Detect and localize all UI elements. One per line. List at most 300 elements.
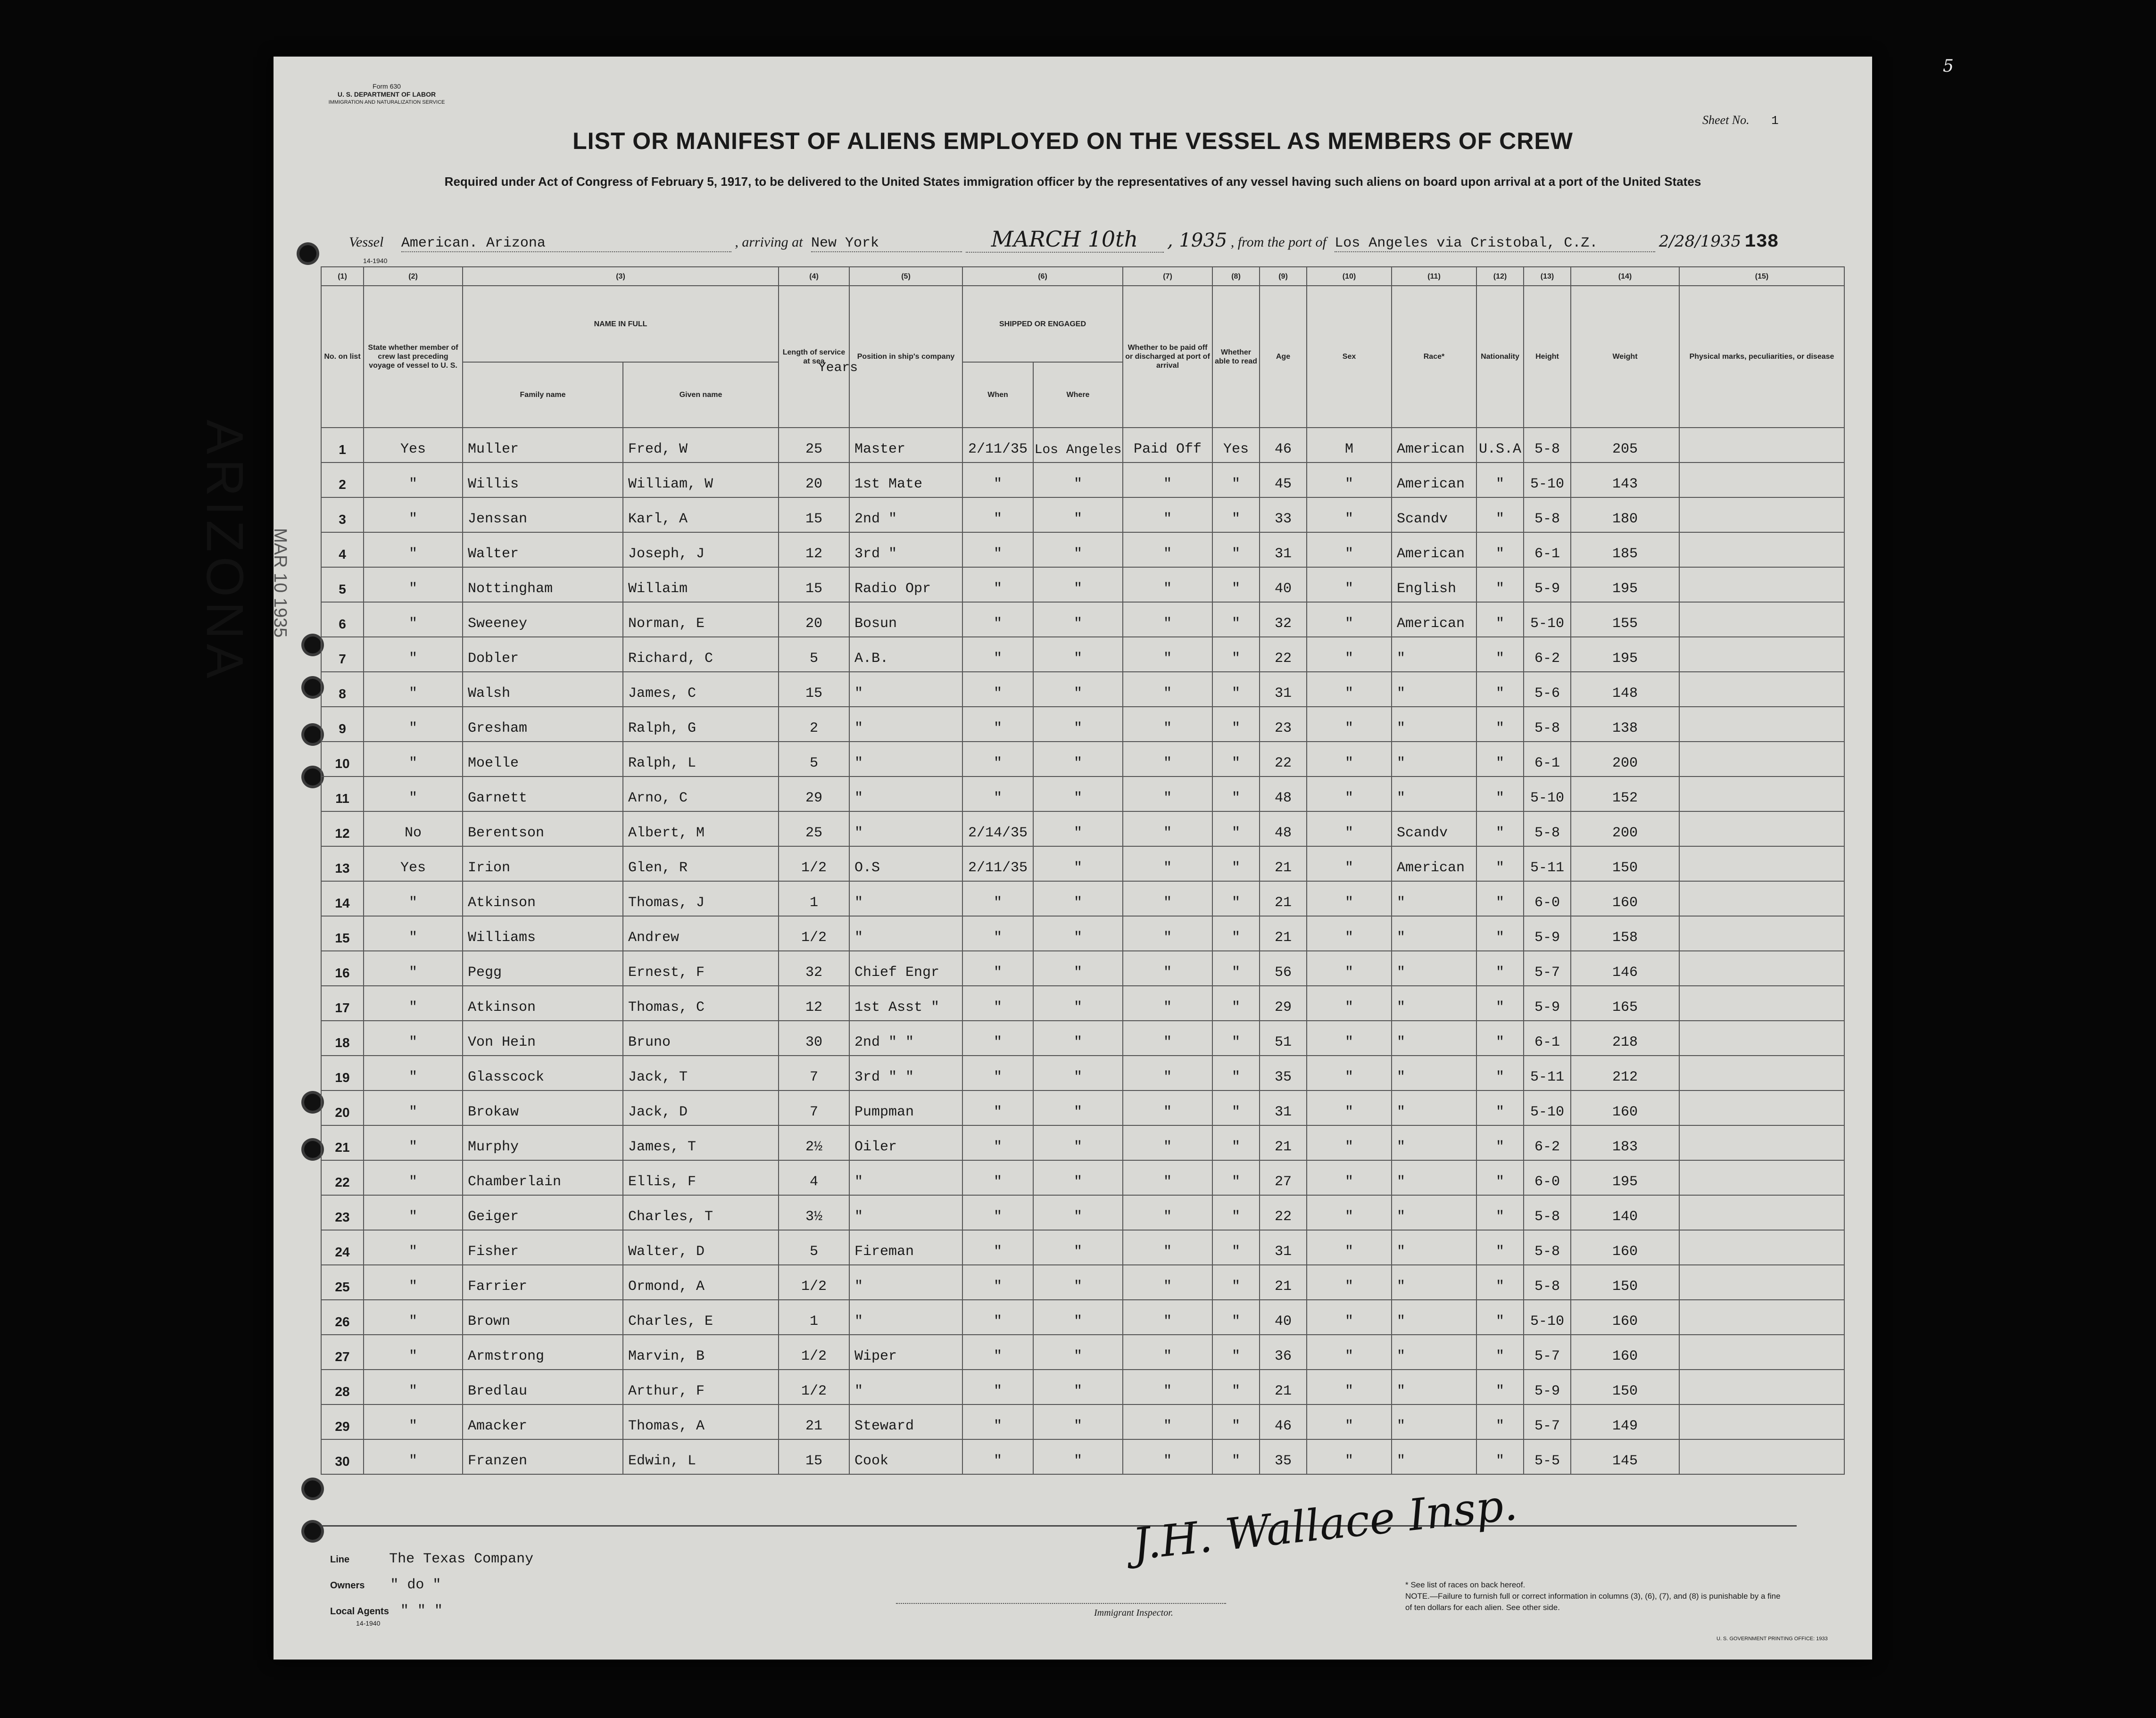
cell-when: " <box>962 1265 1033 1300</box>
cell-height: 5-7 <box>1524 951 1571 986</box>
arriving-port: New York <box>811 235 962 252</box>
cell-age: 21 <box>1260 916 1307 951</box>
cell-height: 5-10 <box>1524 1090 1571 1125</box>
form-header <box>325 83 448 107</box>
cell-nat: " <box>1476 463 1524 497</box>
cell-given: Arthur, F <box>623 1370 779 1404</box>
cell-read: " <box>1212 1335 1260 1370</box>
cell-family: Willis <box>463 463 623 497</box>
cell-sex: " <box>1307 846 1392 881</box>
cell-age: 31 <box>1260 532 1307 567</box>
table-row <box>321 1370 1844 1404</box>
cell-nat: " <box>1476 1125 1524 1160</box>
cell-physical-marks <box>1679 776 1844 811</box>
col-num-1: (1) <box>321 267 364 286</box>
cell-paid: " <box>1123 1439 1212 1474</box>
footer-agents: Local Agents " " " <box>330 1603 443 1619</box>
cell-read: " <box>1212 1195 1260 1230</box>
cell-when: " <box>962 567 1033 602</box>
cell-service: 1/2 <box>779 916 849 951</box>
punch-hole <box>304 636 321 653</box>
cell-read: " <box>1212 1265 1260 1300</box>
cell-service: 7 <box>779 1056 849 1090</box>
cell-position: Pumpman <box>849 1090 962 1125</box>
table-row <box>321 776 1844 811</box>
cell-nat: " <box>1476 1021 1524 1056</box>
cell-sex: " <box>1307 602 1392 637</box>
cell-race: " <box>1392 1370 1476 1404</box>
cell-where: " <box>1033 811 1123 846</box>
cell-service: 25 <box>779 428 849 463</box>
cell-paid: " <box>1123 637 1212 672</box>
cell-family: Von Hein <box>463 1021 623 1056</box>
cell-prev: " <box>364 463 463 497</box>
cell-family: Dobler <box>463 637 623 672</box>
cell-race: " <box>1392 1195 1476 1230</box>
cell-when: " <box>962 1370 1033 1404</box>
header-sex: Sex <box>1307 286 1392 428</box>
cell-prev: " <box>364 1335 463 1370</box>
cell-prev: " <box>364 707 463 742</box>
cell-prev: " <box>364 1230 463 1265</box>
cell-position: " <box>849 1300 962 1335</box>
cell-nat: " <box>1476 846 1524 881</box>
cell-service: 2½ <box>779 1125 849 1160</box>
cell-position: O.S <box>849 846 962 881</box>
cell-sex: " <box>1307 1056 1392 1090</box>
cell-race: " <box>1392 986 1476 1021</box>
cell-family: Nottingham <box>463 567 623 602</box>
cell-given: Jack, T <box>623 1056 779 1090</box>
owners-value: " do " <box>390 1577 441 1593</box>
signature-line <box>896 1603 1226 1604</box>
crew-table <box>321 266 1845 1475</box>
cell-prev: " <box>364 1300 463 1335</box>
cell-family: Gresham <box>463 707 623 742</box>
cell-service: 29 <box>779 776 849 811</box>
cell-family: Williams <box>463 916 623 951</box>
col-num-15: (15) <box>1679 267 1844 286</box>
cell-where: " <box>1033 776 1123 811</box>
cell-prev: " <box>364 1021 463 1056</box>
cell-when: " <box>962 1160 1033 1195</box>
cell-family: Jenssan <box>463 497 623 532</box>
service-unit: Years <box>818 361 858 375</box>
cell-read: " <box>1212 1021 1260 1056</box>
cell-weight: 160 <box>1571 1230 1679 1265</box>
cell-height: 6-0 <box>1524 1160 1571 1195</box>
cell-when: " <box>962 951 1033 986</box>
cell-height: 5-9 <box>1524 916 1571 951</box>
cell-nat: " <box>1476 637 1524 672</box>
cell-where: " <box>1033 707 1123 742</box>
cell-paid: " <box>1123 532 1212 567</box>
cell-weight: 200 <box>1571 811 1679 846</box>
cell-read: " <box>1212 951 1260 986</box>
cell-position: " <box>849 776 962 811</box>
cell-no: 5 <box>321 567 364 602</box>
cell-age: 31 <box>1260 1230 1307 1265</box>
cell-weight: 150 <box>1571 1370 1679 1404</box>
cell-physical-marks <box>1679 1195 1844 1230</box>
cell-read: " <box>1212 1370 1260 1404</box>
cell-age: 45 <box>1260 463 1307 497</box>
cell-height: 5-9 <box>1524 1370 1571 1404</box>
cell-family: Irion <box>463 846 623 881</box>
table-row <box>321 951 1844 986</box>
table-row <box>321 916 1844 951</box>
cell-age: 51 <box>1260 1021 1307 1056</box>
cell-no: 11 <box>321 776 364 811</box>
punch-hole <box>304 1480 321 1497</box>
cell-prev: " <box>364 497 463 532</box>
cell-height: 5-8 <box>1524 1195 1571 1230</box>
cell-prev: " <box>364 951 463 986</box>
cell-given: James, C <box>623 672 779 707</box>
cell-paid: " <box>1123 846 1212 881</box>
cell-no: 25 <box>321 1265 364 1300</box>
departure-date: 2/28/1935 <box>1658 232 1741 251</box>
header-family-name: Family name <box>463 362 623 428</box>
cell-no: 1 <box>321 428 364 463</box>
cell-when: " <box>962 1439 1033 1474</box>
cell-paid: " <box>1123 742 1212 776</box>
cell-position: " <box>849 1160 962 1195</box>
col-num-5: (5) <box>849 267 962 286</box>
cell-read: " <box>1212 463 1260 497</box>
col-num-6: (6) <box>962 267 1123 286</box>
printing-office: U. S. GOVERNMENT PRINTING OFFICE: 1933 <box>1717 1636 1828 1642</box>
cell-race: " <box>1392 672 1476 707</box>
header-prev-voyage: State whether member of crew last preceding voyage of vessel to U. S. <box>364 286 463 428</box>
cell-physical-marks <box>1679 602 1844 637</box>
cell-no: 10 <box>321 742 364 776</box>
cell-family: Farrier <box>463 1265 623 1300</box>
cell-family: Chamberlain <box>463 1160 623 1195</box>
cell-service: 1/2 <box>779 1370 849 1404</box>
cell-no: 2 <box>321 463 364 497</box>
cell-nat: " <box>1476 497 1524 532</box>
inspector-label: Immigrant Inspector. <box>1094 1608 1173 1618</box>
cell-weight: 150 <box>1571 846 1679 881</box>
cell-age: 46 <box>1260 1404 1307 1439</box>
cell-where: " <box>1033 1439 1123 1474</box>
cell-paid: " <box>1123 1300 1212 1335</box>
cell-age: 48 <box>1260 776 1307 811</box>
header-position: Position in ship's company <box>849 286 962 428</box>
cell-given: Ormond, A <box>623 1265 779 1300</box>
arrival-date: MARCH 10th <box>966 226 1164 253</box>
cell-nat: " <box>1476 1439 1524 1474</box>
cell-age: 21 <box>1260 1265 1307 1300</box>
cell-family: Franzen <box>463 1439 623 1474</box>
cell-family: Walsh <box>463 672 623 707</box>
cell-given: Jack, D <box>623 1090 779 1125</box>
cell-service: 30 <box>779 1021 849 1056</box>
cell-where: " <box>1033 463 1123 497</box>
cell-service: 4 <box>779 1160 849 1195</box>
cell-service: 15 <box>779 1439 849 1474</box>
cell-given: William, W <box>623 463 779 497</box>
cell-height: 5-8 <box>1524 707 1571 742</box>
table-row <box>321 672 1844 707</box>
cell-no: 26 <box>321 1300 364 1335</box>
cell-no: 24 <box>321 1230 364 1265</box>
cell-nat: " <box>1476 1160 1524 1195</box>
cell-sex: " <box>1307 881 1392 916</box>
cell-read: " <box>1212 1439 1260 1474</box>
cell-physical-marks <box>1679 463 1844 497</box>
cell-prev: " <box>364 1404 463 1439</box>
header-name-in-full: NAME IN FULL <box>463 286 779 362</box>
cell-age: 27 <box>1260 1160 1307 1195</box>
cell-weight: 160 <box>1571 1335 1679 1370</box>
cell-no: 8 <box>321 672 364 707</box>
cell-no: 21 <box>321 1125 364 1160</box>
col-num-9: (9) <box>1260 267 1307 286</box>
cell-when: " <box>962 602 1033 637</box>
cell-nat: " <box>1476 532 1524 567</box>
cell-service: 1 <box>779 881 849 916</box>
cell-paid: Paid Off <box>1123 428 1212 463</box>
cell-physical-marks <box>1679 1404 1844 1439</box>
cell-when: " <box>962 532 1033 567</box>
header-no: No. on list <box>321 286 364 428</box>
cell-family: Garnett <box>463 776 623 811</box>
cell-height: 5-9 <box>1524 567 1571 602</box>
cell-given: Thomas, A <box>623 1404 779 1439</box>
cell-position: " <box>849 742 962 776</box>
cell-given: Thomas, J <box>623 881 779 916</box>
cell-where: " <box>1033 637 1123 672</box>
cell-weight: 152 <box>1571 776 1679 811</box>
cell-physical-marks <box>1679 1090 1844 1125</box>
cell-when: 2/11/35 <box>962 428 1033 463</box>
cell-nat: " <box>1476 986 1524 1021</box>
cell-sex: " <box>1307 916 1392 951</box>
cell-weight: 212 <box>1571 1056 1679 1090</box>
cell-height: 5-5 <box>1524 1439 1571 1474</box>
cell-paid: " <box>1123 707 1212 742</box>
cell-prev: " <box>364 1195 463 1230</box>
cell-read: " <box>1212 672 1260 707</box>
cell-where: " <box>1033 1090 1123 1125</box>
cell-given: Ernest, F <box>623 951 779 986</box>
cell-age: 40 <box>1260 1300 1307 1335</box>
cell-position: 3rd " " <box>849 1056 962 1090</box>
inspector-signature: J.H. Wallace Insp. <box>1130 1479 1520 1570</box>
cell-position: " <box>849 1370 962 1404</box>
page-title: LIST OR MANIFEST OF ALIENS EMPLOYED ON THE VESSEL AS MEMBERS OF CREW <box>572 128 1573 154</box>
cell-given: James, T <box>623 1125 779 1160</box>
cell-given: Richard, C <box>623 637 779 672</box>
cell-age: 21 <box>1260 846 1307 881</box>
cell-paid: " <box>1123 881 1212 916</box>
cell-race: " <box>1392 1265 1476 1300</box>
cell-physical-marks <box>1679 1439 1844 1474</box>
cell-physical-marks <box>1679 916 1844 951</box>
cell-weight: 145 <box>1571 1439 1679 1474</box>
table-row <box>321 1335 1844 1370</box>
cell-family: Berentson <box>463 811 623 846</box>
form-number: Form 630 <box>373 83 401 90</box>
cell-race: " <box>1392 1300 1476 1335</box>
cell-given: Ralph, G <box>623 707 779 742</box>
cell-given: Ellis, F <box>623 1160 779 1195</box>
cell-race: American <box>1392 428 1476 463</box>
cell-height: 5-10 <box>1524 1300 1571 1335</box>
cell-prev: " <box>364 1439 463 1474</box>
cell-no: 15 <box>321 916 364 951</box>
cell-physical-marks <box>1679 1265 1844 1300</box>
col-num-2: (2) <box>364 267 463 286</box>
cell-race: " <box>1392 881 1476 916</box>
cell-when: 2/11/35 <box>962 846 1033 881</box>
cell-physical-marks <box>1679 986 1844 1021</box>
table-row <box>321 1265 1844 1300</box>
cell-paid: " <box>1123 1335 1212 1370</box>
col-num-7: (7) <box>1123 267 1212 286</box>
cell-family: Bredlau <box>463 1370 623 1404</box>
cell-age: 22 <box>1260 742 1307 776</box>
cell-position: Fireman <box>849 1230 962 1265</box>
cell-sex: " <box>1307 1335 1392 1370</box>
table-row <box>321 1300 1844 1335</box>
cell-nat: " <box>1476 881 1524 916</box>
cell-race: Scandv <box>1392 497 1476 532</box>
cell-read: " <box>1212 846 1260 881</box>
cell-weight: 146 <box>1571 951 1679 986</box>
arrival-year: , 1935 <box>1167 230 1227 251</box>
cell-weight: 158 <box>1571 916 1679 951</box>
cell-position: A.B. <box>849 637 962 672</box>
cell-weight: 218 <box>1571 1021 1679 1056</box>
cell-where: " <box>1033 1125 1123 1160</box>
cell-position: 2nd " <box>849 497 962 532</box>
cell-paid: " <box>1123 463 1212 497</box>
cell-height: 5-10 <box>1524 602 1571 637</box>
cell-service: 2 <box>779 707 849 742</box>
cell-no: 17 <box>321 986 364 1021</box>
cell-when: " <box>962 707 1033 742</box>
cell-family: Atkinson <box>463 986 623 1021</box>
cell-nat: " <box>1476 1090 1524 1125</box>
header-where: Where <box>1033 362 1123 428</box>
cell-race: American <box>1392 532 1476 567</box>
cell-race: " <box>1392 951 1476 986</box>
cell-height: 5-11 <box>1524 1056 1571 1090</box>
cell-no: 30 <box>321 1439 364 1474</box>
page-subtitle: Required under Act of Congress of February 5, 1917, to be delivered to the United States immigration officer by the representatives of any vessel having such aliens on board upon arrival at a port of the United States <box>444 174 1701 189</box>
cell-nat: " <box>1476 1300 1524 1335</box>
cell-height: 6-1 <box>1524 742 1571 776</box>
cell-physical-marks <box>1679 428 1844 463</box>
cell-paid: " <box>1123 1370 1212 1404</box>
cell-paid: " <box>1123 811 1212 846</box>
cell-weight: 160 <box>1571 1300 1679 1335</box>
races-note: * See list of races on back hereof. <box>1405 1580 1526 1589</box>
cell-physical-marks <box>1679 951 1844 986</box>
cell-age: 46 <box>1260 428 1307 463</box>
table-row <box>321 637 1844 672</box>
cell-no: 29 <box>321 1404 364 1439</box>
cell-race: " <box>1392 742 1476 776</box>
cell-service: 15 <box>779 672 849 707</box>
header-physical-marks: Physical marks, peculiarities, or disease <box>1679 286 1844 428</box>
cell-sex: " <box>1307 1160 1392 1195</box>
penalty-note: NOTE.—Failure to furnish full or correct information in columns (3), (6), (7), and (8) is punishable by a fine of ten dollars for each alien. See other side. <box>1405 1592 1781 1612</box>
cell-where: " <box>1033 497 1123 532</box>
cell-race: " <box>1392 1090 1476 1125</box>
agents-value: " " " <box>400 1603 443 1619</box>
cell-height: 6-2 <box>1524 637 1571 672</box>
cell-position: Cook <box>849 1439 962 1474</box>
cell-race: " <box>1392 1056 1476 1090</box>
cell-height: 5-8 <box>1524 811 1571 846</box>
cell-service: 21 <box>779 1404 849 1439</box>
cell-prev: Yes <box>364 428 463 463</box>
cell-read: " <box>1212 707 1260 742</box>
cell-family: Atkinson <box>463 881 623 916</box>
cell-physical-marks <box>1679 1335 1844 1370</box>
cell-weight: 138 <box>1571 707 1679 742</box>
col-num-12: (12) <box>1476 267 1524 286</box>
cell-height: 5-8 <box>1524 1265 1571 1300</box>
cell-given: Thomas, C <box>623 986 779 1021</box>
cell-physical-marks <box>1679 532 1844 567</box>
cell-no: 7 <box>321 637 364 672</box>
cell-prev: No <box>364 811 463 846</box>
punch-hole <box>299 245 316 262</box>
cell-when: " <box>962 1125 1033 1160</box>
cell-when: " <box>962 776 1033 811</box>
cell-read: Yes <box>1212 428 1260 463</box>
cell-given: Marvin, B <box>623 1335 779 1370</box>
manifest-sheet <box>196 57 1954 1660</box>
cell-given: Arno, C <box>623 776 779 811</box>
cell-age: 33 <box>1260 497 1307 532</box>
cell-sex: " <box>1307 986 1392 1021</box>
cell-paid: " <box>1123 1160 1212 1195</box>
cell-where: " <box>1033 1370 1123 1404</box>
cell-sex: M <box>1307 428 1392 463</box>
cell-physical-marks <box>1679 1230 1844 1265</box>
cell-physical-marks <box>1679 1300 1844 1335</box>
cell-sex: " <box>1307 1090 1392 1125</box>
cell-family: Muller <box>463 428 623 463</box>
cell-service: 12 <box>779 986 849 1021</box>
cell-when: " <box>962 742 1033 776</box>
cell-weight: 148 <box>1571 672 1679 707</box>
cell-service: 5 <box>779 742 849 776</box>
cell-paid: " <box>1123 1090 1212 1125</box>
cell-when: 2/14/35 <box>962 811 1033 846</box>
cell-age: 36 <box>1260 1335 1307 1370</box>
cell-height: 5-8 <box>1524 428 1571 463</box>
cell-sex: " <box>1307 707 1392 742</box>
cell-position: 2nd " " <box>849 1021 962 1056</box>
cell-age: 22 <box>1260 637 1307 672</box>
cell-read: " <box>1212 811 1260 846</box>
cell-where: " <box>1033 1056 1123 1090</box>
cell-sex: " <box>1307 497 1392 532</box>
table-row <box>321 1230 1844 1265</box>
cell-position: Wiper <box>849 1335 962 1370</box>
cell-when: " <box>962 1404 1033 1439</box>
cell-sex: " <box>1307 1370 1392 1404</box>
table-row <box>321 1404 1844 1439</box>
cell-position: Steward <box>849 1404 962 1439</box>
